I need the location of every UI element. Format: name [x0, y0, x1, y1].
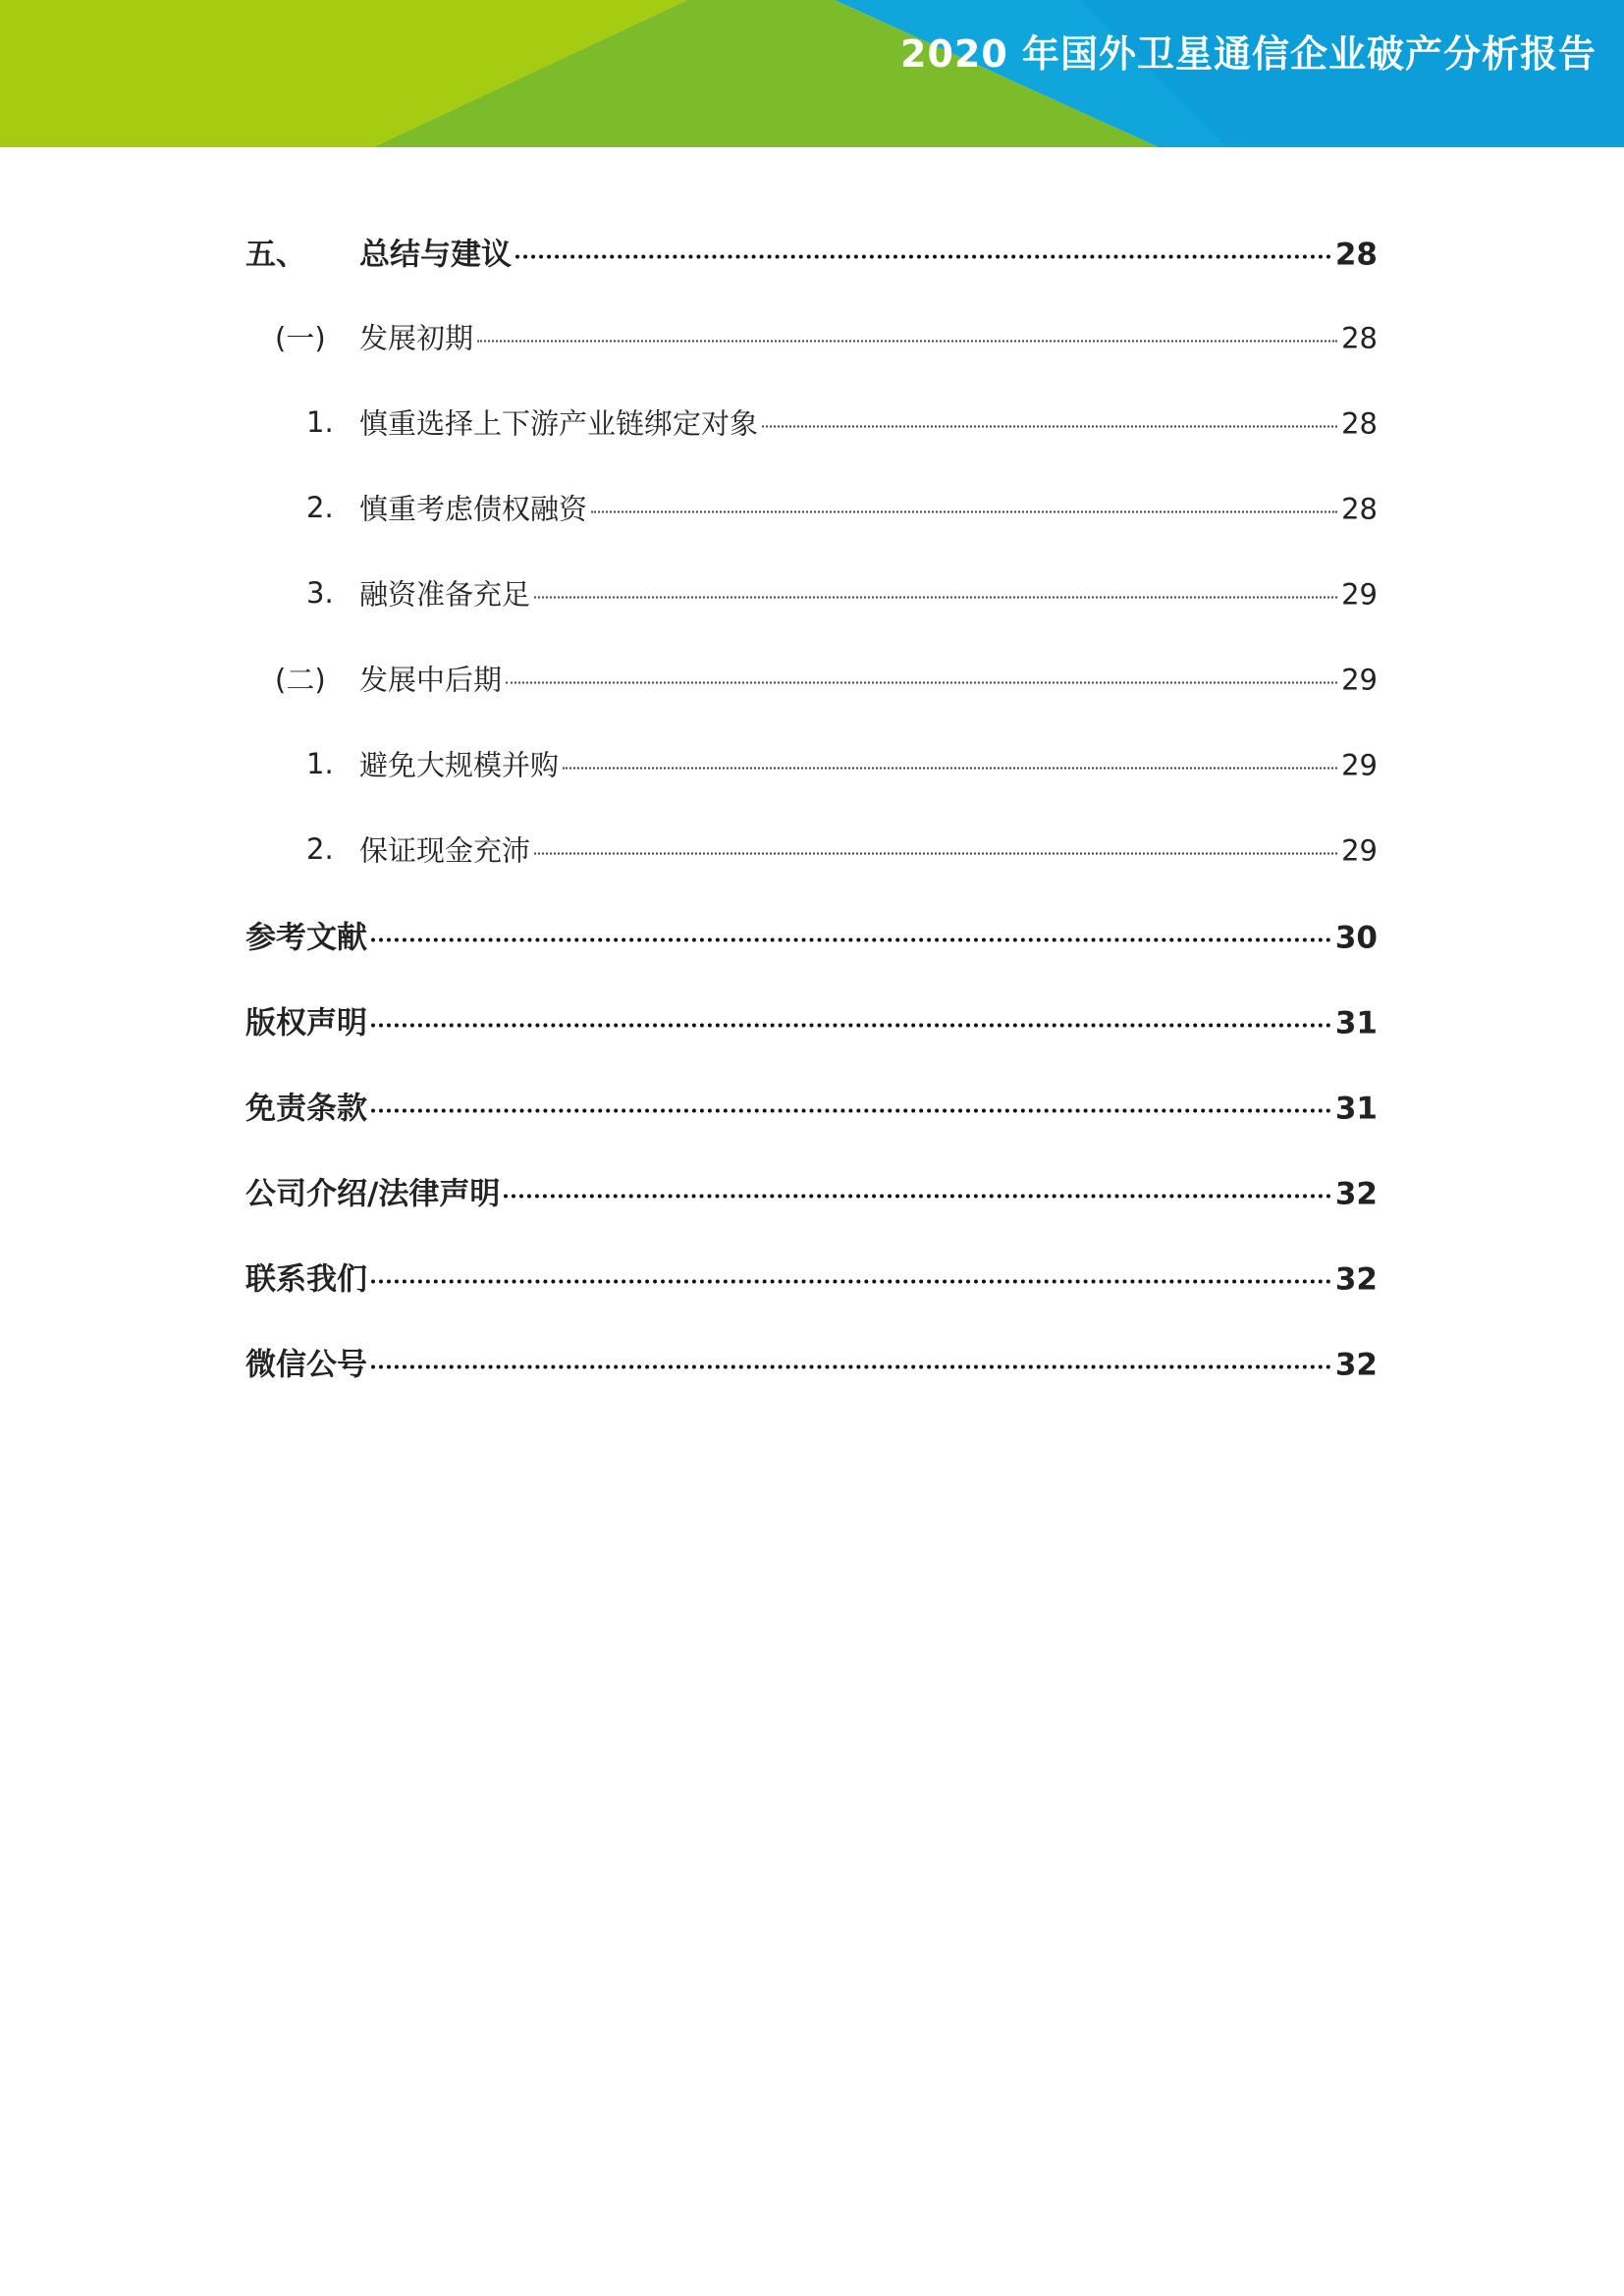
- toc-entry-title: 版权声明: [245, 1005, 367, 1041]
- toc-entry-title: 慎重考虑债权融资: [359, 492, 588, 525]
- toc-entry-number: 1.: [306, 404, 334, 439]
- toc-dot-leader: [506, 681, 1337, 683]
- toc-entry-page: 32: [1334, 1176, 1378, 1211]
- toc-entry[interactable]: [245, 1318, 1378, 1404]
- toc-entry-page: 28: [1341, 406, 1378, 440]
- toc-entry-page: 32: [1334, 1347, 1378, 1382]
- toc-entry[interactable]: [245, 635, 1378, 721]
- toc-entry[interactable]: [245, 379, 1378, 464]
- toc-entry-number: (二): [275, 663, 326, 696]
- toc-entry-title: 保证现金充沛: [359, 833, 531, 867]
- toc-dot-leader: [371, 1023, 1331, 1027]
- toc-dot-leader: [563, 767, 1337, 769]
- toc-entry[interactable]: [245, 294, 1378, 379]
- toc-entry-title: 总结与建议: [359, 237, 512, 272]
- toc-entry[interactable]: [245, 550, 1378, 635]
- toc-entry-title: 免责条款: [245, 1091, 367, 1126]
- toc-entry-page: 31: [1334, 1091, 1378, 1126]
- toc-entry-page: 29: [1341, 833, 1378, 867]
- toc-dot-leader: [534, 852, 1337, 854]
- toc-entry-title: 参考文献: [245, 920, 367, 955]
- toc-entry-title: 避免大规模并购: [359, 748, 560, 781]
- toc-entry-number: 2.: [306, 831, 334, 866]
- toc-entry-title: 慎重选择上下游产业链绑定对象: [359, 406, 759, 440]
- toc-entry[interactable]: [245, 721, 1378, 806]
- toc-entry[interactable]: [245, 977, 1378, 1062]
- toc-entry-page: 32: [1334, 1261, 1378, 1297]
- toc-entry-page: 28: [1341, 321, 1378, 354]
- toc-entry[interactable]: [245, 806, 1378, 891]
- toc-dot-leader: [371, 937, 1331, 941]
- toc-entry[interactable]: [245, 208, 1378, 294]
- toc-entry-page: 29: [1341, 748, 1378, 781]
- toc-entry-number: 1.: [306, 746, 334, 780]
- toc-entry[interactable]: [245, 1233, 1378, 1318]
- toc-entry-page: 29: [1341, 663, 1378, 696]
- toc-entry[interactable]: [245, 464, 1378, 550]
- toc-entry-number: 五、: [245, 237, 306, 272]
- toc-entry-title: 发展初期: [359, 321, 474, 354]
- toc-entry-title: 公司介绍/法律声明: [245, 1176, 501, 1211]
- toc-entry-page: 30: [1334, 920, 1378, 955]
- toc-entry-title: 微信公号: [245, 1347, 367, 1382]
- toc-entry-number: (一): [275, 321, 326, 354]
- toc-entry-page: 28: [1341, 492, 1378, 525]
- toc-dot-leader: [371, 1279, 1331, 1283]
- page-header-banner: [0, 0, 1624, 147]
- table-of-contents: [245, 208, 1378, 1404]
- toc-entry-page: 28: [1334, 237, 1378, 272]
- toc-entry-page: 29: [1341, 577, 1378, 611]
- toc-dot-leader: [534, 596, 1337, 598]
- toc-entry-number: 3.: [306, 575, 334, 610]
- toc-dot-leader: [371, 1108, 1331, 1112]
- toc-dot-leader: [591, 510, 1337, 512]
- toc-entry[interactable]: [245, 1148, 1378, 1233]
- toc-entry[interactable]: [245, 1062, 1378, 1148]
- toc-entry-title: 发展中后期: [359, 663, 503, 696]
- toc-entry-page: 31: [1334, 1005, 1378, 1041]
- toc-dot-leader: [762, 425, 1337, 427]
- toc-dot-leader: [515, 254, 1331, 258]
- toc-entry[interactable]: [245, 891, 1378, 977]
- toc-entry-title: 融资准备充足: [359, 577, 531, 611]
- toc-dot-leader: [504, 1194, 1331, 1198]
- toc-entry-title: 联系我们: [245, 1261, 367, 1297]
- toc-dot-leader: [371, 1364, 1331, 1368]
- report-title: 2020 年国外卫星通信企业破产分析报告: [900, 32, 1597, 76]
- toc-entry-number: 2.: [306, 490, 334, 524]
- toc-dot-leader: [477, 340, 1337, 342]
